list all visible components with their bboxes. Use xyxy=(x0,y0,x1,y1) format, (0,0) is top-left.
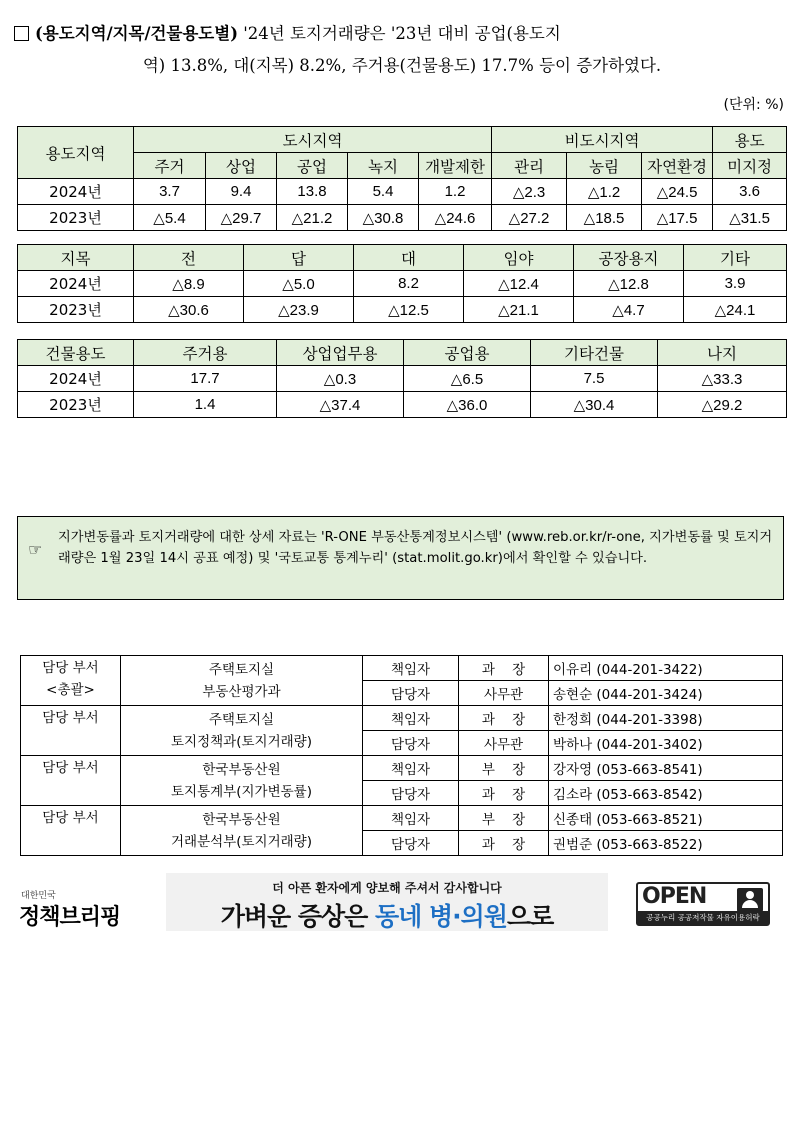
contact-name: 박하나 (044-201-3402) xyxy=(549,731,783,756)
zone-group-urban: 도시지역 xyxy=(134,127,492,153)
banner-headline xyxy=(166,897,608,931)
contact-dept xyxy=(21,756,121,806)
dept-label: 담당 부서 xyxy=(42,760,99,776)
cell: △8.9 xyxy=(134,271,244,297)
row-year: 2023년 xyxy=(18,205,134,231)
land-col: 전 xyxy=(134,245,244,271)
contact-pos: 과 장 xyxy=(459,706,549,731)
table-row xyxy=(18,392,787,418)
cell: △24.1 xyxy=(684,297,787,323)
table-row xyxy=(18,297,787,323)
land-col: 답 xyxy=(244,245,354,271)
table-row xyxy=(18,205,787,231)
cell: △31.5 xyxy=(713,205,787,231)
cell: △29.2 xyxy=(658,392,787,418)
dept-sub-label: <총괄> xyxy=(46,682,95,698)
banner-top-text: 더 아픈 환자에게 양보해 주셔서 감사합니다 xyxy=(272,881,502,895)
cell: △12.4 xyxy=(464,271,574,297)
contact-org xyxy=(121,806,363,856)
contact-role: 담당자 xyxy=(363,731,459,756)
contact-row xyxy=(21,756,783,781)
row-year: 2024년 xyxy=(18,179,134,205)
cell: △6.5 xyxy=(404,366,531,392)
cell: 13.8 xyxy=(277,179,348,205)
cell: △37.4 xyxy=(277,392,404,418)
org-label: 토지정책과(토지거래량) xyxy=(171,733,312,750)
cell: △1.2 xyxy=(567,179,642,205)
contact-name: 이유리 (044-201-3422) xyxy=(549,656,783,681)
zone-col: 관리 xyxy=(492,153,567,179)
contact-table xyxy=(20,655,783,856)
contact-pos: 부 장 xyxy=(459,806,549,831)
cell: 9.4 xyxy=(206,179,277,205)
cell: △2.3 xyxy=(492,179,567,205)
row-year: 2024년 xyxy=(18,366,134,392)
row-year: 2023년 xyxy=(18,392,134,418)
contact-name: 권범준 (053-663-8522) xyxy=(549,831,783,856)
land-col: 대 xyxy=(354,245,464,271)
cell: 3.9 xyxy=(684,271,787,297)
cell: △29.7 xyxy=(206,205,277,231)
note-text: 지가변동률과 토지거래량에 대한 상세 자료는 'R-ONE 부동산통계정보시스템' (www.reb.or.kr/r-one, 지가변동률 및 토지거래량은 1월 23일 14시 공표 예정) 및 '국토교통 통계누리' (stat.molit.go.kr)에서 확인할 수 있습니다. xyxy=(58,530,773,566)
contact-row xyxy=(21,806,783,831)
org-label: 토지통계부(지가변동률) xyxy=(171,783,312,800)
empty-square-icon xyxy=(14,26,29,41)
cell: △30.8 xyxy=(348,205,419,231)
land-corner: 지목 xyxy=(18,245,134,271)
dept-label: 담당 부서 xyxy=(42,710,99,726)
cell: △0.3 xyxy=(277,366,404,392)
table-row xyxy=(18,179,787,205)
building-col: 기타건물 xyxy=(531,340,658,366)
org-label: 한국부동산원 xyxy=(202,811,281,828)
contact-role: 책임자 xyxy=(363,756,459,781)
cell: △23.9 xyxy=(244,297,354,323)
contact-name: 한정희 (044-201-3398) xyxy=(549,706,783,731)
contact-dept xyxy=(21,656,121,706)
dept-label: 담당 부서 xyxy=(42,810,99,826)
zone-group-nonurban: 비도시지역 xyxy=(492,127,713,153)
cell: 3.6 xyxy=(713,179,787,205)
building-col: 나지 xyxy=(658,340,787,366)
cell: 7.5 xyxy=(531,366,658,392)
contact-role: 담당자 xyxy=(363,781,459,806)
dept-label: 담당 부서 xyxy=(42,660,99,676)
cell: △17.5 xyxy=(642,205,713,231)
heading-bold: (용도지역/지목/건물용도별) xyxy=(35,24,238,43)
building-col: 공업용 xyxy=(404,340,531,366)
contact-dept xyxy=(21,706,121,756)
contact-org xyxy=(121,656,363,706)
contact-role: 책임자 xyxy=(363,806,459,831)
contact-role: 담당자 xyxy=(363,681,459,706)
contact-org xyxy=(121,706,363,756)
contact-org xyxy=(121,756,363,806)
table-row xyxy=(18,366,787,392)
heading-line1: '24년 토지거래량은 '23년 대비 공업(용도지 xyxy=(238,24,561,43)
brand-sub: 대한민국 xyxy=(21,891,56,901)
summary-heading xyxy=(14,18,790,82)
unit-label: (단위: %) xyxy=(723,97,784,113)
zone-corner: 용도지역 xyxy=(18,127,134,179)
cell: △30.6 xyxy=(134,297,244,323)
zone-col: 자연환경 xyxy=(642,153,713,179)
org-label: 주택토지실 xyxy=(208,661,275,678)
building-col: 상업업무용 xyxy=(277,340,404,366)
heading-line2: 역) 13.8%, 대(지목) 8.2%, 주거용(건물용도) 17.7% 등이 증가하였다. xyxy=(142,56,662,75)
pointing-hand-icon: ☞ xyxy=(28,540,43,559)
contact-pos: 사무관 xyxy=(459,731,549,756)
person-attribution-icon xyxy=(737,888,763,912)
contact-pos: 과 장 xyxy=(459,831,549,856)
contact-pos: 과 장 xyxy=(459,656,549,681)
cell: △12.8 xyxy=(574,271,684,297)
cell: △27.2 xyxy=(492,205,567,231)
cell: 5.4 xyxy=(348,179,419,205)
cell: △21.1 xyxy=(464,297,574,323)
cell: △5.0 xyxy=(244,271,354,297)
contact-pos: 부 장 xyxy=(459,756,549,781)
org-label: 부동산평가과 xyxy=(202,683,281,700)
zone-group-unassigned-2: 미지정 xyxy=(713,153,787,179)
banner-headline-highlight: 동네 병·의원 xyxy=(375,902,507,931)
zone-col: 공업 xyxy=(277,153,348,179)
org-label: 주택토지실 xyxy=(208,711,275,728)
org-label: 거래분석부(토지거래량) xyxy=(171,833,312,850)
cell: △21.2 xyxy=(277,205,348,231)
brand-main: 정책브리핑 xyxy=(19,905,121,930)
zone-table xyxy=(17,126,787,231)
contact-name: 송현순 (044-201-3424) xyxy=(549,681,783,706)
cell: 1.4 xyxy=(134,392,277,418)
zone-col: 상업 xyxy=(206,153,277,179)
banner-headline-part: 가벼운 증상은 xyxy=(220,902,376,931)
contact-name: 신종태 (053-663-8521) xyxy=(549,806,783,831)
zone-col: 주거 xyxy=(134,153,206,179)
cell: △4.7 xyxy=(574,297,684,323)
contact-name: 김소라 (053-663-8542) xyxy=(549,781,783,806)
cell: △30.4 xyxy=(531,392,658,418)
land-col: 공장용지 xyxy=(574,245,684,271)
open-word: OPEN xyxy=(642,884,707,909)
contact-pos: 사무관 xyxy=(459,681,549,706)
cell: 3.7 xyxy=(134,179,206,205)
contact-role: 책임자 xyxy=(363,656,459,681)
table-row xyxy=(18,271,787,297)
contact-dept xyxy=(21,806,121,856)
contact-pos: 과 장 xyxy=(459,781,549,806)
zone-col: 개발제한 xyxy=(419,153,492,179)
zone-col: 농림 xyxy=(567,153,642,179)
building-col: 주거용 xyxy=(134,340,277,366)
zone-col: 녹지 xyxy=(348,153,419,179)
cell: △24.5 xyxy=(642,179,713,205)
cell: 1.2 xyxy=(419,179,492,205)
contact-row xyxy=(21,706,783,731)
cell: △33.3 xyxy=(658,366,787,392)
cell: △24.6 xyxy=(419,205,492,231)
policy-briefing-logo xyxy=(19,888,129,930)
cell: 8.2 xyxy=(354,271,464,297)
open-caption: 공공누리 공공저작물 자유이용허락 xyxy=(638,911,768,924)
cell: △36.0 xyxy=(404,392,531,418)
land-col: 임야 xyxy=(464,245,574,271)
cell: △12.5 xyxy=(354,297,464,323)
cell: △18.5 xyxy=(567,205,642,231)
contact-role: 담당자 xyxy=(363,831,459,856)
contact-row xyxy=(21,656,783,681)
row-year: 2023년 xyxy=(18,297,134,323)
banner-headline-part: 으로 xyxy=(506,902,554,931)
contact-role: 책임자 xyxy=(363,706,459,731)
row-year: 2024년 xyxy=(18,271,134,297)
zone-group-unassigned-1: 용도 xyxy=(713,127,787,153)
building-table xyxy=(17,339,787,418)
campaign-banner xyxy=(166,873,608,931)
reference-note xyxy=(17,516,784,600)
contact-name: 강자영 (053-663-8541) xyxy=(549,756,783,781)
cell: 17.7 xyxy=(134,366,277,392)
land-table xyxy=(17,244,787,323)
cell: △5.4 xyxy=(134,205,206,231)
kogl-open-badge xyxy=(636,882,770,926)
org-label: 한국부동산원 xyxy=(202,761,281,778)
land-col: 기타 xyxy=(684,245,787,271)
building-corner: 건물용도 xyxy=(18,340,134,366)
